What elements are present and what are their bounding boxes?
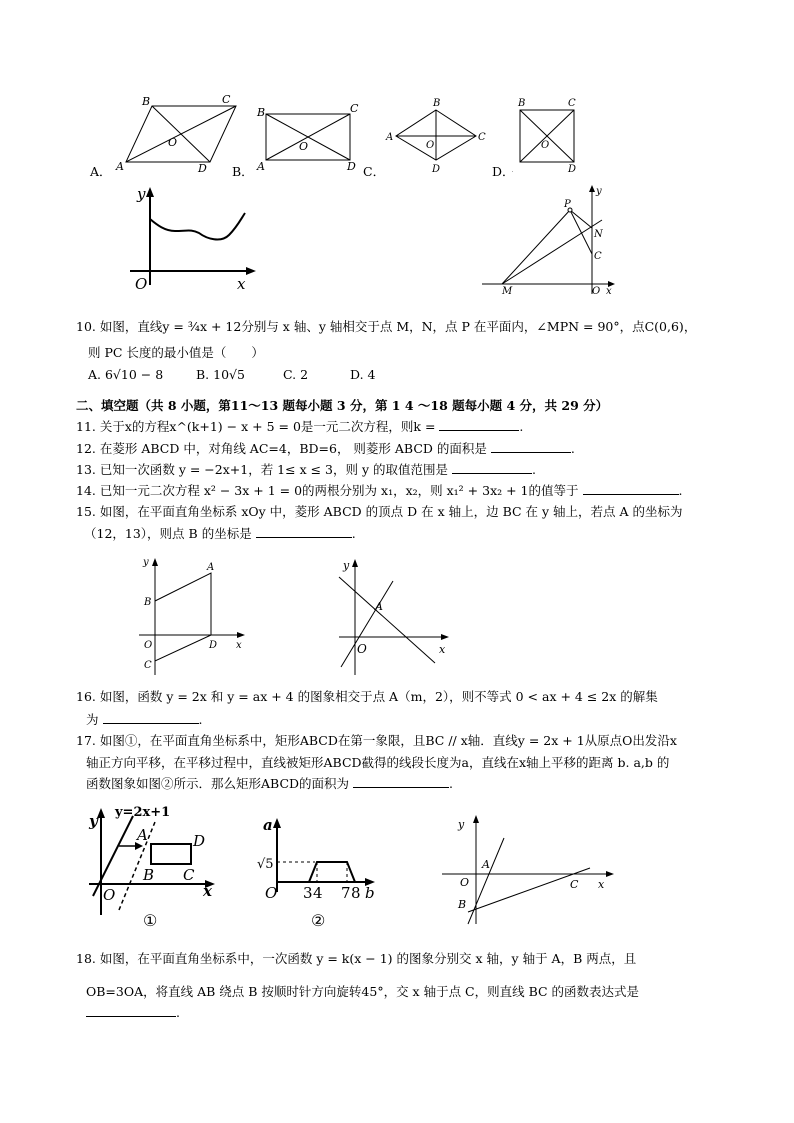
- q18-figure: [440, 812, 620, 930]
- label-o: O: [592, 286, 601, 297]
- label-a: A: [137, 826, 148, 844]
- label-b: B: [143, 866, 155, 884]
- label-x: x: [203, 882, 212, 900]
- label-d: D: [193, 832, 206, 850]
- label-y: y: [343, 559, 350, 572]
- q15-line1: 15. 如图，在平面直角坐标系 xOy 中，菱形 ABCD 的顶点 D 在 x 轴上，边 BC 在 y 轴上，若点 A 的坐标为: [76, 504, 683, 519]
- q17-line2: 轴正方向平移，在平移过程中，直线被矩形ABCD截得的线段长度为a，直线在x轴上平移的距离 b. a,b 的: [86, 755, 670, 770]
- q9-option-a-letter: A．: [90, 164, 112, 179]
- label-y: y: [596, 186, 602, 197]
- label-sqrt5: √5: [257, 857, 274, 872]
- label-b: B: [257, 106, 266, 119]
- q15-line2: （12，13），则点 B 的坐标是 .: [84, 526, 356, 541]
- q17-answer-blank[interactable]: [353, 775, 449, 788]
- label-x: x: [598, 878, 605, 891]
- label-o: O: [299, 140, 309, 153]
- q16-line1: 16. 如图，函数 y = 2x 和 y = ax + 4 的图象相交于点 A（m，2），则不等式 0 < ax + 4 ≤ 2x 的解集: [76, 689, 658, 704]
- label-o: O: [426, 140, 435, 151]
- label-c: C: [570, 878, 579, 891]
- label-o: O: [541, 140, 550, 151]
- q9-option-b-letter: B．: [232, 164, 254, 179]
- label-x: x: [439, 643, 446, 656]
- q18-answer-blank[interactable]: [86, 1004, 176, 1017]
- q15-line2-text: （12，13），则点 B 的坐标是: [84, 526, 252, 541]
- q13-text: 13. 已知一次函数 y = −2x+1，若 1≤ x ≤ 3，则 y 的取值范围是: [76, 462, 449, 477]
- label-d: D: [198, 162, 207, 175]
- q12-answer-blank[interactable]: [491, 440, 571, 453]
- label-c: C: [594, 251, 602, 262]
- label-c: C: [222, 93, 231, 106]
- q17-line3-text: 函数图象如图②所示．那么矩形ABCD的面积为: [86, 776, 350, 791]
- label-o: O: [460, 876, 470, 889]
- q13: 13. 已知一次函数 y = −2x+1，若 1≤ x ≤ 3，则 y 的取值范围是 .: [76, 462, 536, 477]
- label-a: A: [116, 160, 124, 173]
- q11: 11. 关于x的方程x^(k+1) − x + 5 = 0是一元二次方程，则k = .: [76, 419, 524, 434]
- q13-answer-blank[interactable]: [452, 461, 532, 474]
- label-x: x: [236, 640, 242, 651]
- section-2-heading: 二、填空题（共 8 小题，第11～13 题每小题 3 分，第 1 4 ～18 题每小题 4 分，共 29 分）: [76, 398, 609, 413]
- label-d: D: [347, 160, 356, 173]
- q9-option-d-letter: D．: [492, 164, 515, 179]
- label-x: x: [606, 286, 612, 297]
- q17-figure-2: [255, 812, 385, 930]
- label-eq: y=2x+1: [115, 805, 171, 820]
- label-p: P: [564, 199, 571, 210]
- label-c: C: [183, 866, 195, 884]
- q9-options: [80, 92, 600, 178]
- q12: 12. 在菱形 ABCD 中，对角线 AC=4，BD=6， 则菱形 ABCD 的面积是 .: [76, 441, 575, 456]
- q14-answer-blank[interactable]: [583, 482, 679, 495]
- label-b: B: [144, 597, 152, 608]
- label-b: B: [458, 898, 467, 911]
- q9-option-b-figure: [254, 92, 366, 178]
- label-a: [512, 164, 513, 175]
- label-y: y: [143, 557, 149, 568]
- q18-answer-line: .: [86, 1004, 180, 1020]
- q17-line1: 17. 如图①，在平面直角坐标系中，矩形ABCD在第一象限，且BC // x轴．直线y = 2x + 1从原点O出发沿x: [76, 733, 677, 748]
- q10-options: [88, 367, 508, 385]
- q17-line3: 函数图象如图②所示．那么矩形ABCD的面积为 .: [86, 776, 454, 791]
- label-o: O: [144, 640, 153, 651]
- label-d: D: [568, 164, 577, 175]
- label-o: O: [357, 642, 367, 656]
- q11-text: 11. 关于x的方程x^(k+1) − x + 5 = 0是一元二次方程，则k =: [76, 419, 436, 434]
- q16-answer-blank[interactable]: [103, 711, 199, 724]
- caption-1: ①: [143, 911, 158, 930]
- label-c: C: [568, 98, 576, 109]
- label-c: C: [144, 660, 152, 671]
- label-o: O: [265, 884, 278, 902]
- q14: 14. 已知一元二次方程 x² − 3x + 1 = 0的两根分别为 x₁，x₂，则 x₁² + 3x₂ + 1的值等于 .: [76, 483, 683, 498]
- q10-line2: 则 PC 长度的最小值是（ ）: [88, 345, 264, 360]
- tick-3: 3: [303, 884, 313, 902]
- label-b: B: [518, 98, 526, 109]
- label-y: y: [458, 818, 465, 831]
- label-m: M: [502, 286, 513, 297]
- q17-figure-1: [85, 800, 225, 930]
- label-o: O: [135, 275, 148, 293]
- q14-text: 14. 已知一元二次方程 x² − 3x + 1 = 0的两根分别为 x₁，x₂，则 x₁² + 3x₂ + 1的值等于: [76, 483, 579, 498]
- label-a: A: [257, 160, 265, 173]
- label-o: O: [103, 886, 116, 904]
- q15-answer-blank[interactable]: [256, 525, 352, 538]
- label-a: A: [207, 562, 215, 573]
- label-c: C: [350, 102, 359, 115]
- q9-option-a-figure: [114, 92, 244, 178]
- q10-figure: [478, 182, 618, 297]
- label-a: A: [482, 858, 490, 871]
- label-x: x: [237, 275, 246, 293]
- q10-line1: 10. 如图，直线y = ³⁄₄x + 12分别与 x 轴、y 轴相交于点 M，N，点 P 在平面内，∠MPN = 90°，点C(0,6)，: [76, 319, 697, 334]
- q10-option-a: A. 6√10 − 8: [88, 367, 164, 382]
- q9-option-c-letter: C．: [363, 164, 386, 179]
- caption-2: ②: [311, 911, 326, 930]
- q18-line2: OB=3OA，将直线 AB 绕点 B 按顺时针方向旋转45°，交 x 轴于点 C，则直线 BC 的函数表达式是: [86, 984, 640, 999]
- label-d: D: [432, 164, 441, 175]
- label-a: A: [375, 600, 383, 613]
- q10-option-b: B. 10√5: [196, 367, 245, 382]
- curve-figure: [125, 185, 260, 293]
- label-a: A: [386, 132, 394, 143]
- label-b: B: [433, 98, 441, 109]
- label-c: C: [478, 132, 486, 143]
- tick-8: 8: [351, 884, 361, 902]
- q10-option-d: D. 4: [350, 367, 376, 382]
- q9-option-c-figure: [384, 92, 492, 178]
- tick-7: 7: [341, 884, 351, 902]
- label-b: b: [365, 884, 375, 902]
- q11-answer-blank[interactable]: [439, 418, 519, 431]
- q12-text: 12. 在菱形 ABCD 中，对角线 AC=4，BD=6， 则菱形 ABCD 的面积是: [76, 441, 487, 456]
- q18-line1: 18. 如图，在平面直角坐标系中，一次函数 y = k(x − 1) 的图象分别交 x 轴，y 轴于 A，B 两点，且: [76, 951, 637, 966]
- label-y: y: [137, 185, 146, 203]
- label-y: y: [89, 812, 98, 830]
- label-n: N: [594, 229, 603, 240]
- label-o: O: [168, 136, 178, 149]
- q16-line2-text: 为: [86, 712, 99, 727]
- q16-figure: [335, 555, 455, 680]
- tick-4: 4: [313, 884, 323, 902]
- q15-figure: [135, 555, 255, 680]
- q10-option-c: C. 2: [283, 367, 309, 382]
- q9-option-d-figure: [512, 92, 592, 178]
- label-b: B: [142, 95, 151, 108]
- label-d: D: [209, 640, 218, 651]
- label-a: a: [263, 816, 273, 834]
- q16-line2: 为 .: [86, 712, 203, 727]
